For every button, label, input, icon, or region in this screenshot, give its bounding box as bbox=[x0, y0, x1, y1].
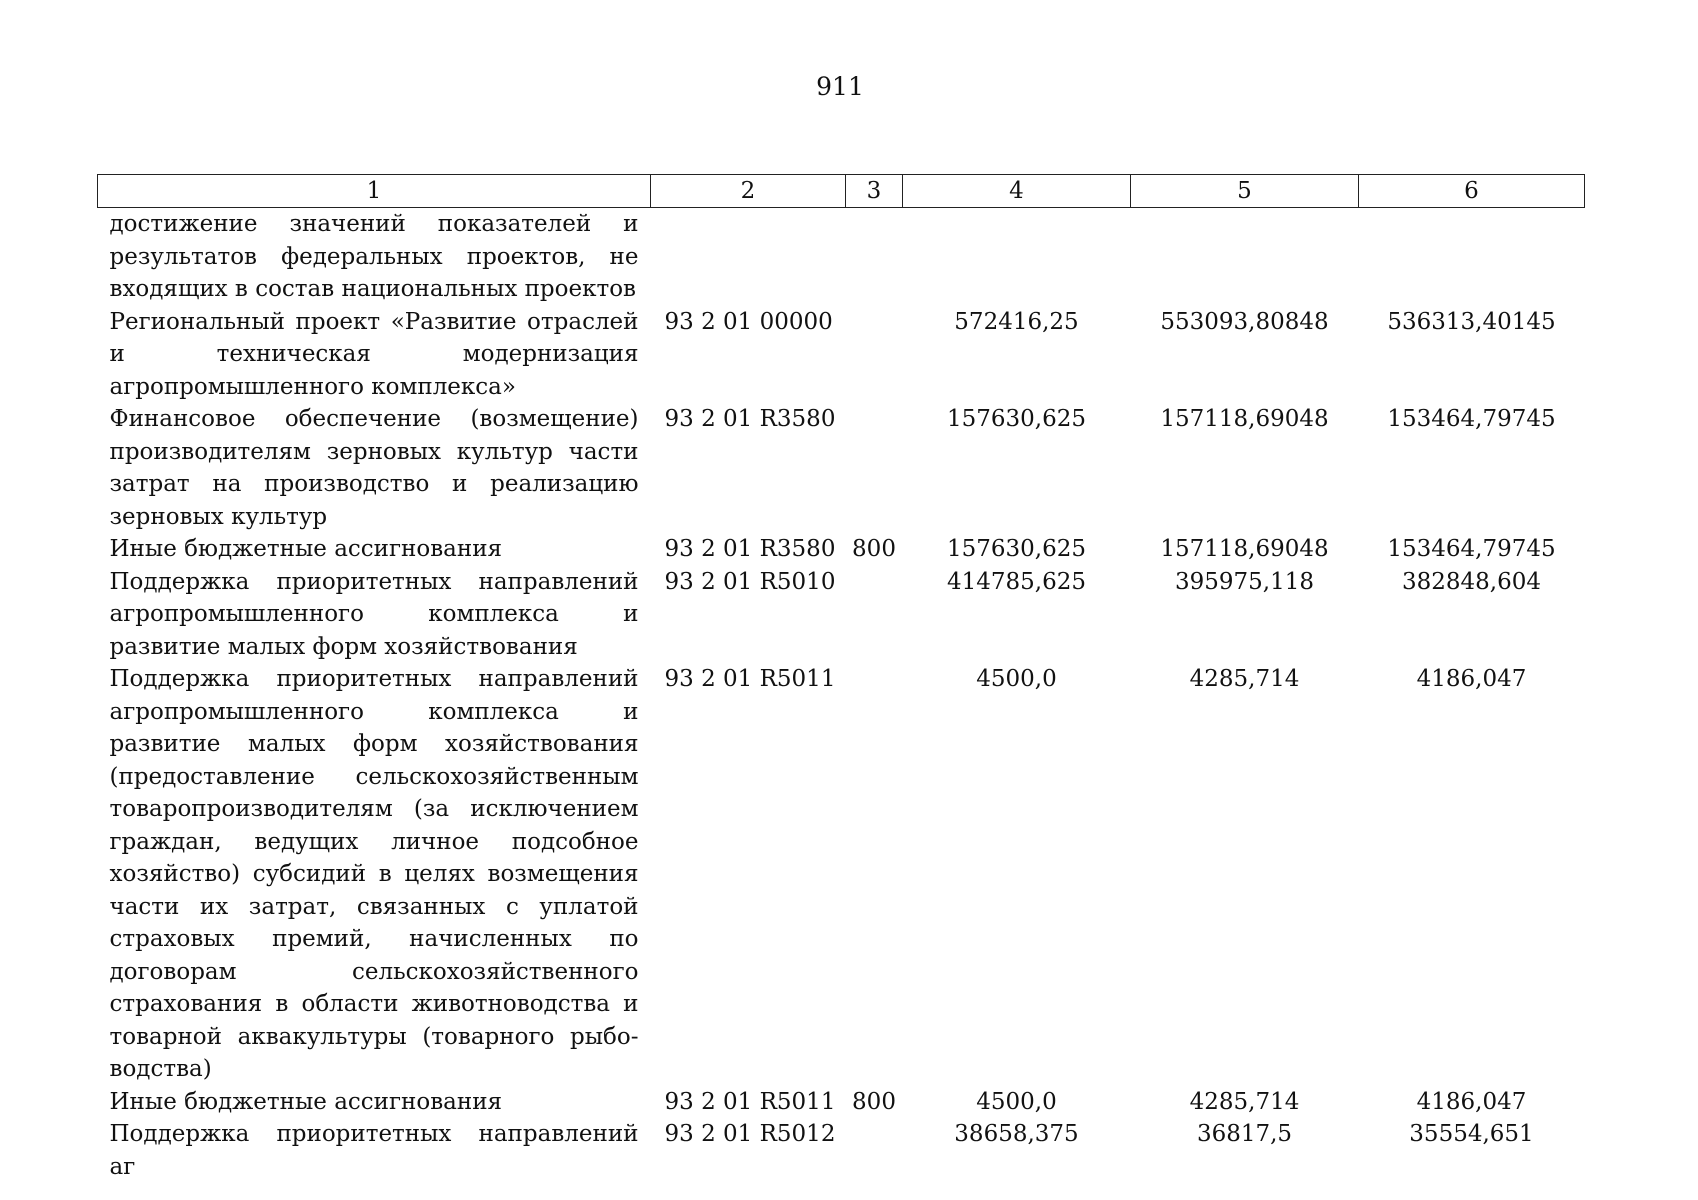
row-value-4: 4500,0 bbox=[976, 1088, 1057, 1115]
row-value-4: 157630,625 bbox=[946, 536, 1086, 562]
row-value-4: 4500,0 bbox=[976, 666, 1057, 692]
row-value-5 bbox=[1131, 208, 1359, 306]
table-row bbox=[98, 1118, 1585, 1183]
row-type bbox=[846, 663, 903, 1086]
table-row bbox=[98, 1086, 1585, 1119]
header-col-6: 6 bbox=[1359, 175, 1585, 208]
row-value-4: 38658,375 bbox=[954, 1121, 1079, 1147]
row-name: Финансовое обеспечение (возмещение) производителям зерновых культур части затрат на производство и реализацию зерновых культур bbox=[109, 406, 639, 530]
row-code bbox=[651, 208, 846, 306]
header-col-4: 4 bbox=[903, 175, 1131, 208]
row-value-4: 414785,625 bbox=[946, 568, 1086, 595]
row-name: Поддержка приоритетных направлений агропромышленного комплекса и развитие малых форм хозяйствования (предоставление сельскохозяйственным товаропроизводителям (за исключением граждан, ведущих личное подсобное хозяйство) субсидий в целях возмещения части их затрат, связанных с уплатой страховых премий, начисленных по договорам сельскохозяйственного страхования в области животноводства и товарной аквакультуры (товарного рыбоводства) bbox=[109, 666, 639, 1082]
row-value-6: 153464,79745 bbox=[1387, 536, 1556, 562]
row-value-5: 4285,714 bbox=[1189, 1088, 1300, 1115]
header-col-3: 3 bbox=[846, 175, 903, 208]
header-col-5: 5 bbox=[1131, 175, 1359, 208]
header-row bbox=[98, 175, 1585, 208]
row-name: достижение значений показателей и результатов федеральных проектов, не входящих в состав национальных проектов bbox=[109, 211, 639, 302]
row-type bbox=[846, 306, 903, 404]
table-row bbox=[98, 533, 1585, 566]
row-value-4: 157630,625 bbox=[946, 406, 1086, 432]
row-value-5: 36817,5 bbox=[1196, 1121, 1293, 1147]
row-type bbox=[846, 208, 903, 306]
table-row bbox=[98, 208, 1585, 306]
row-value-4 bbox=[903, 208, 1131, 306]
table-row bbox=[98, 403, 1585, 533]
row-type bbox=[846, 403, 903, 533]
row-name: Поддержка приоритетных направлений аг bbox=[109, 1121, 639, 1180]
row-value-6: 382848,604 bbox=[1401, 568, 1541, 595]
row-code: 93 2 01 R5011 bbox=[664, 666, 836, 692]
row-value-5: 553093,80848 bbox=[1160, 308, 1329, 335]
table-row bbox=[98, 566, 1585, 664]
row-value-5: 4285,714 bbox=[1189, 666, 1300, 692]
row-code: 93 2 01 R5012 bbox=[664, 1121, 836, 1147]
row-name: Поддержка приоритетных направлений агропромышленного комплекса и развитие малых форм хозяйствования bbox=[109, 568, 639, 660]
row-type: 800 bbox=[852, 1088, 896, 1115]
row-type bbox=[846, 1118, 903, 1183]
row-code: 93 2 01 R5011 bbox=[664, 1088, 836, 1115]
row-name: Региональный проект «Развитие отраслей и техническая модернизация агропромышленного комплекса» bbox=[109, 308, 639, 400]
row-value-5: 395975,118 bbox=[1174, 568, 1314, 595]
row-name: Иные бюджетные ассигнования bbox=[109, 1088, 503, 1115]
table-body bbox=[98, 208, 1585, 1184]
budget-table bbox=[97, 174, 1585, 1183]
table-row bbox=[98, 306, 1585, 404]
row-name: Иные бюджетные ассигнования bbox=[109, 536, 503, 562]
table-row bbox=[98, 663, 1585, 1086]
row-type: 800 bbox=[852, 536, 896, 562]
row-value-6: 153464,79745 bbox=[1387, 406, 1556, 432]
row-type bbox=[846, 566, 903, 664]
row-value-4: 572416,25 bbox=[954, 308, 1079, 335]
row-value-5: 157118,69048 bbox=[1160, 406, 1329, 432]
row-code: 93 2 01 00000 bbox=[664, 308, 833, 335]
row-code: 93 2 01 R3580 bbox=[664, 536, 836, 562]
page-number: 911 bbox=[816, 72, 864, 101]
row-value-6: 4186,047 bbox=[1416, 666, 1527, 692]
table-header bbox=[98, 175, 1585, 208]
row-value-6: 4186,047 bbox=[1416, 1088, 1527, 1115]
row-value-6: 536313,40145 bbox=[1387, 308, 1556, 335]
header-col-2: 2 bbox=[651, 175, 846, 208]
row-code: 93 2 01 R5010 bbox=[664, 568, 836, 595]
row-code: 93 2 01 R3580 bbox=[664, 406, 836, 432]
row-value-6 bbox=[1359, 208, 1585, 306]
row-value-5: 157118,69048 bbox=[1160, 536, 1329, 562]
row-value-6: 35554,651 bbox=[1409, 1121, 1534, 1147]
header-col-1: 1 bbox=[98, 175, 651, 208]
